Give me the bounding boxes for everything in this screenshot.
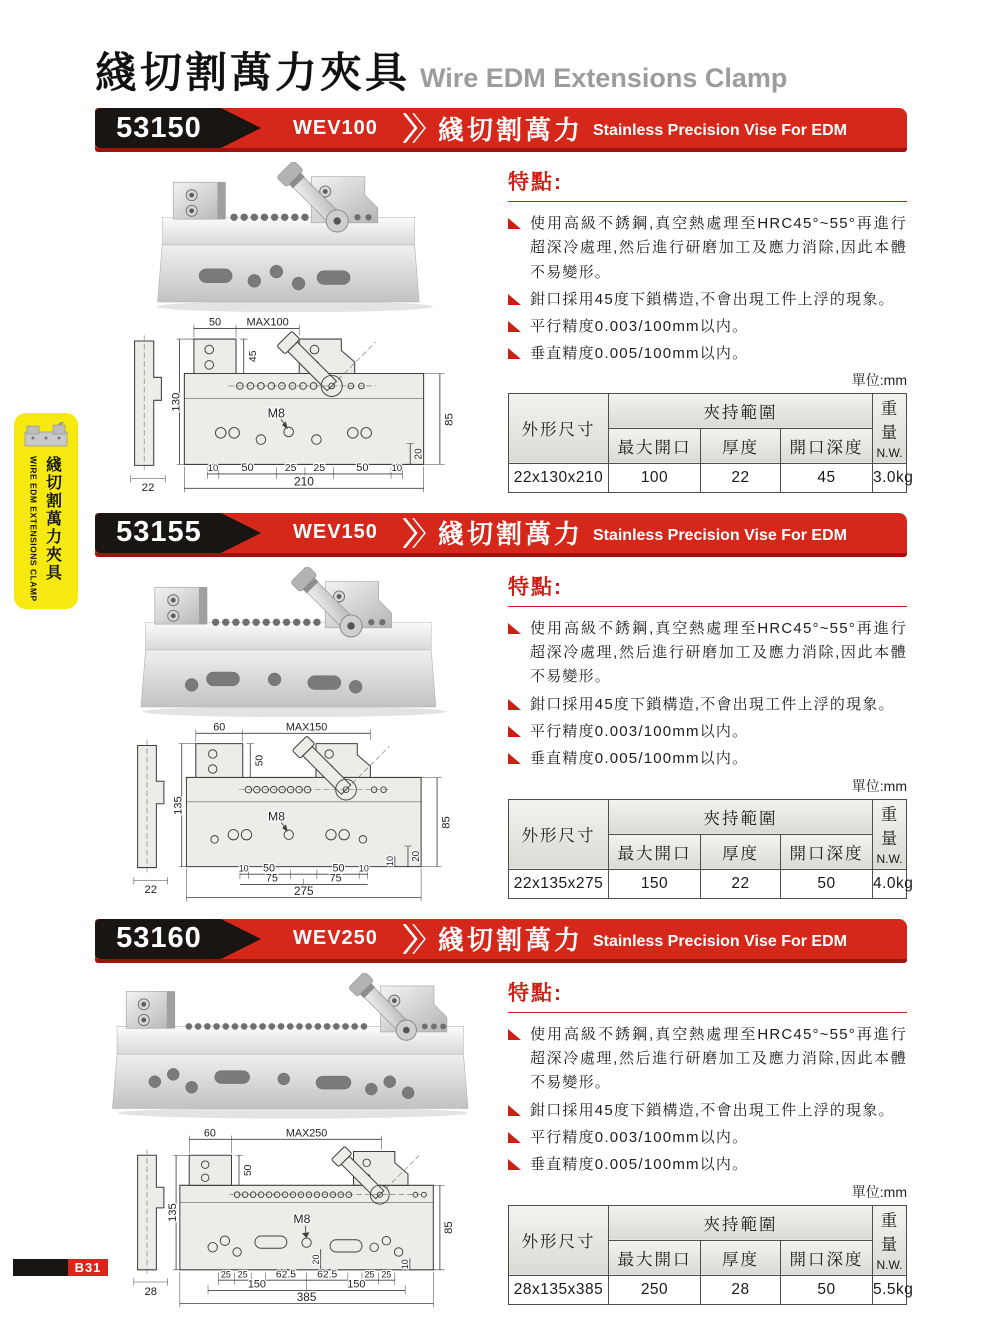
product-section-53155 (95, 513, 914, 907)
dimension-label: 130 (170, 392, 183, 412)
dimension-label: 135 (167, 1202, 180, 1222)
dimension-label: 385 (296, 1290, 317, 1304)
col-header-max-open: 最大開口 (609, 834, 701, 869)
product-name-en: Stainless Precision Vise For EDM (592, 122, 847, 139)
product-code: 53150 (116, 111, 202, 144)
col-header-dim: 外形尺寸 (509, 393, 609, 463)
product-name-cn: 綫切割萬力 (437, 114, 583, 145)
dimension-label: 85 (443, 1221, 456, 1234)
bullet-triangle-icon (508, 753, 521, 765)
feature-item (508, 720, 907, 744)
features-block (508, 567, 907, 775)
col-header-weight (873, 393, 907, 463)
dimension-label: 75 (265, 872, 278, 885)
unit-label: 單位:mm (851, 371, 907, 388)
col-header-weight (873, 799, 907, 869)
spec-table-block (508, 370, 914, 493)
nw-label: N.W. (876, 851, 903, 866)
spec-thickness: 28 (701, 1275, 781, 1304)
product-section-53160 (95, 919, 914, 1313)
dimension-label: 22 (141, 482, 155, 495)
dimension-label: 10 (207, 463, 219, 475)
dimension-label: 25 (381, 1269, 392, 1280)
product-name-en: Stainless Precision Vise For EDM (592, 932, 847, 950)
bullet-triangle-icon (508, 1159, 521, 1171)
dimension-label: 60 (203, 1128, 216, 1140)
spec-dim: 22x135x275 (509, 869, 609, 898)
side-tab-text-en: WIRE EDM EXTENSIONS CLAMP (28, 456, 39, 602)
technical-drawing (125, 318, 460, 496)
dimension-label: 210 (294, 474, 314, 489)
col-header-thickness: 厚度 (701, 834, 781, 869)
chevron-right-icon (402, 924, 426, 954)
bullet-triangle-icon (508, 294, 521, 306)
dimension-label: 25 (237, 1269, 248, 1280)
spec-table (508, 393, 914, 493)
feature-text: 使用高級不銹鋼,真空熱處理至HRC45°~55°再進行超深冷處理,然后進行研磨加工及應力消除,因此本體不易變形。 (530, 215, 907, 281)
dimension-label: 45 (247, 350, 260, 363)
dimension-label: 50 (254, 754, 266, 767)
dimension-label: 62.5 (275, 1269, 296, 1281)
col-header-thickness: 厚度 (701, 1240, 781, 1275)
dimension-label: 50 (263, 862, 276, 875)
page-number-bar (13, 1259, 68, 1276)
page-number-badge (13, 1259, 108, 1276)
chevron-right-icon (402, 113, 426, 143)
dimension-label: 50 (332, 862, 345, 875)
features-block (508, 162, 907, 370)
bullet-triangle-icon (508, 699, 521, 711)
table-row (509, 463, 907, 492)
spec-table-block (508, 776, 914, 899)
feature-text: 平行精度0.003/100mm以内。 (530, 1128, 749, 1146)
spec-depth: 50 (781, 1275, 873, 1304)
bullet-triangle-icon (508, 1132, 521, 1144)
dimension-label: 25 (313, 462, 326, 475)
dimension-label: 20 (413, 448, 425, 460)
dimension-label: 20 (310, 1254, 321, 1265)
table-row (509, 1275, 907, 1304)
dimension-label: MAX100 (246, 318, 289, 329)
thread-label: M8 (267, 406, 285, 421)
dimension-label: 50 (356, 462, 369, 475)
feature-text: 使用高級不銹鋼,真空熱處理至HRC45°~55°再進行超深冷處理,然后進行研磨加工及應力消除,因此本體不易變形。 (530, 619, 907, 686)
spec-thickness: 22 (701, 463, 781, 492)
info-column (508, 162, 914, 501)
bullet-triangle-icon (508, 1029, 521, 1041)
weight-label: 重量 (880, 805, 899, 848)
col-header-dim: 外形尺寸 (509, 1205, 609, 1275)
dimension-label: 150 (247, 1278, 266, 1291)
product-name-en: Stainless Precision Vise For EDM (592, 526, 847, 544)
product-code: 53155 (116, 516, 202, 549)
feature-item (508, 342, 907, 366)
dimension-label: 20 (411, 850, 423, 862)
thread-label: M8 (293, 1211, 311, 1226)
col-header-dim: 外形尺寸 (509, 799, 609, 869)
product-code: 53160 (116, 922, 202, 955)
side-tab (14, 413, 78, 609)
page-header (95, 49, 907, 96)
col-header-depth: 開口深度 (781, 428, 873, 463)
spec-table (508, 799, 914, 899)
features-heading: 特點: (508, 977, 907, 1013)
unit-label: 單位:mm (851, 1183, 907, 1200)
dimension-label: MAX150 (285, 722, 328, 734)
dimension-label: 10 (238, 863, 249, 874)
dimension-label: 10 (358, 863, 369, 874)
dimension-label: 50 (241, 462, 254, 475)
col-header-range: 夾持範圍 (609, 393, 873, 428)
feature-item (508, 212, 907, 285)
bullet-triangle-icon (508, 1105, 521, 1117)
dimension-label: MAX250 (285, 1128, 328, 1140)
product-code-tab (95, 108, 263, 148)
technical-drawing (128, 1129, 457, 1313)
dimension-label: 28 (144, 1285, 158, 1298)
weight-label: 重量 (880, 399, 899, 442)
dimension-label: 85 (440, 816, 453, 829)
spec-depth: 50 (781, 869, 873, 898)
thread-label: M8 (268, 809, 286, 824)
col-header-range: 夾持範圍 (609, 799, 873, 834)
spec-max-open: 250 (609, 1275, 701, 1304)
nw-label: N.W. (876, 1257, 903, 1272)
spec-weight: 4.0kg (873, 869, 907, 898)
product-photo (103, 973, 483, 1125)
feature-item (508, 1023, 907, 1096)
bullet-triangle-icon (508, 218, 521, 230)
technical-drawing (128, 723, 457, 907)
dimension-label: 150 (347, 1278, 366, 1291)
product-banner (95, 919, 907, 963)
model-number: WEV150 (293, 521, 378, 544)
features-block (508, 973, 907, 1181)
col-header-depth: 開口深度 (781, 834, 873, 869)
info-column (508, 973, 914, 1313)
spec-table (508, 1205, 914, 1305)
col-header-weight (873, 1205, 907, 1275)
product-code-tab (95, 919, 263, 959)
page-number-label: B31 (68, 1259, 108, 1276)
page-title-cn: 綫切割萬力夾具 (95, 49, 411, 96)
dimension-label: 60 (213, 722, 226, 734)
feature-text: 平行精度0.003/100mm以内。 (530, 722, 749, 740)
product-banner (95, 108, 907, 152)
feature-item (508, 1153, 907, 1177)
unit-label: 單位:mm (851, 777, 907, 794)
spec-max-open: 100 (609, 463, 701, 492)
product-photo (135, 162, 451, 314)
info-column (508, 567, 914, 907)
product-name-cn: 綫切割萬力 (437, 519, 583, 550)
feature-item (508, 315, 907, 339)
dimension-label: 50 (243, 1164, 255, 1176)
dimension-label: 135 (172, 796, 185, 815)
visual-column (95, 162, 490, 501)
visual-column (95, 567, 490, 907)
main-content (95, 49, 914, 1325)
bullet-triangle-icon (508, 348, 521, 360)
spec-dim: 22x130x210 (509, 463, 609, 492)
feature-item (508, 288, 907, 312)
dimension-label: 10 (399, 1259, 410, 1269)
feature-item (508, 693, 907, 717)
dimension-label: 25 (284, 462, 297, 475)
spec-thickness: 22 (701, 869, 781, 898)
col-header-depth: 開口深度 (781, 1240, 873, 1275)
bullet-triangle-icon (508, 321, 521, 333)
product-section-53150 (95, 108, 914, 501)
bullet-triangle-icon (508, 726, 521, 738)
product-banner (95, 513, 907, 557)
feature-text: 平行精度0.003/100mm以内。 (530, 318, 749, 336)
spec-weight: 3.0kg (873, 463, 907, 492)
spec-depth: 45 (781, 463, 873, 492)
side-tab-text (29, 456, 64, 609)
feature-item (508, 747, 907, 771)
dimension-label: 25 (364, 1269, 375, 1280)
feature-item (508, 617, 907, 690)
col-header-max-open: 最大開口 (609, 428, 701, 463)
features-heading: 特點: (508, 166, 907, 202)
col-header-thickness: 厚度 (701, 428, 781, 463)
model-number: WEV100 (293, 116, 378, 139)
feature-text: 垂直精度0.005/100mm以内。 (530, 750, 749, 768)
chevron-right-icon (402, 518, 426, 548)
dimension-label: 10 (384, 855, 395, 866)
page-title-en: Wire EDM Extensions Clamp (420, 63, 788, 93)
nw-label: N.W. (876, 445, 903, 460)
feature-text: 垂直精度0.005/100mm以内。 (530, 1156, 749, 1174)
feature-item (508, 1126, 907, 1150)
feature-text: 鉗口採用45度下鎖構造,不會出現工件上浮的現象。 (530, 1101, 895, 1119)
dimension-label: 25 (220, 1269, 231, 1280)
features-heading: 特點: (508, 571, 907, 607)
feature-text: 鉗口採用45度下鎖構造,不會出現工件上浮的現象。 (530, 290, 895, 308)
dimension-label: 85 (443, 413, 456, 426)
spec-dim: 28x135x385 (509, 1275, 609, 1304)
feature-text: 垂直精度0.005/100mm以内。 (530, 345, 749, 363)
dimension-label: 275 (293, 884, 314, 898)
dimension-label: 62.5 (317, 1269, 338, 1281)
dimension-label: 50 (208, 318, 222, 329)
side-tab-mini-photo (23, 422, 69, 450)
col-header-range: 夾持範圍 (609, 1205, 873, 1240)
feature-item (508, 1099, 907, 1123)
dimension-label: 10 (391, 463, 403, 475)
product-code-tab (95, 513, 263, 553)
spec-weight: 5.5kg (873, 1275, 907, 1304)
spec-max-open: 150 (609, 869, 701, 898)
side-tab-text-cn: 綫切割萬力夾具 (43, 456, 61, 582)
visual-column (95, 973, 490, 1313)
product-photo (127, 567, 459, 719)
dimension-label: 75 (329, 872, 342, 885)
model-number: WEV250 (293, 927, 378, 950)
table-row (509, 869, 907, 898)
bullet-triangle-icon (508, 623, 521, 635)
feature-text: 使用高級不銹鋼,真空熱處理至HRC45°~55°再進行超深冷處理,然后進行研磨加工及應力消除,因此本體不易變形。 (530, 1025, 907, 1092)
col-header-max-open: 最大開口 (609, 1240, 701, 1275)
feature-text: 鉗口採用45度下鎖構造,不會出現工件上浮的現象。 (530, 695, 895, 713)
product-name-cn: 綫切割萬力 (437, 925, 583, 956)
weight-label: 重量 (880, 1211, 899, 1254)
spec-table-block (508, 1182, 914, 1305)
dimension-label: 22 (144, 883, 158, 896)
